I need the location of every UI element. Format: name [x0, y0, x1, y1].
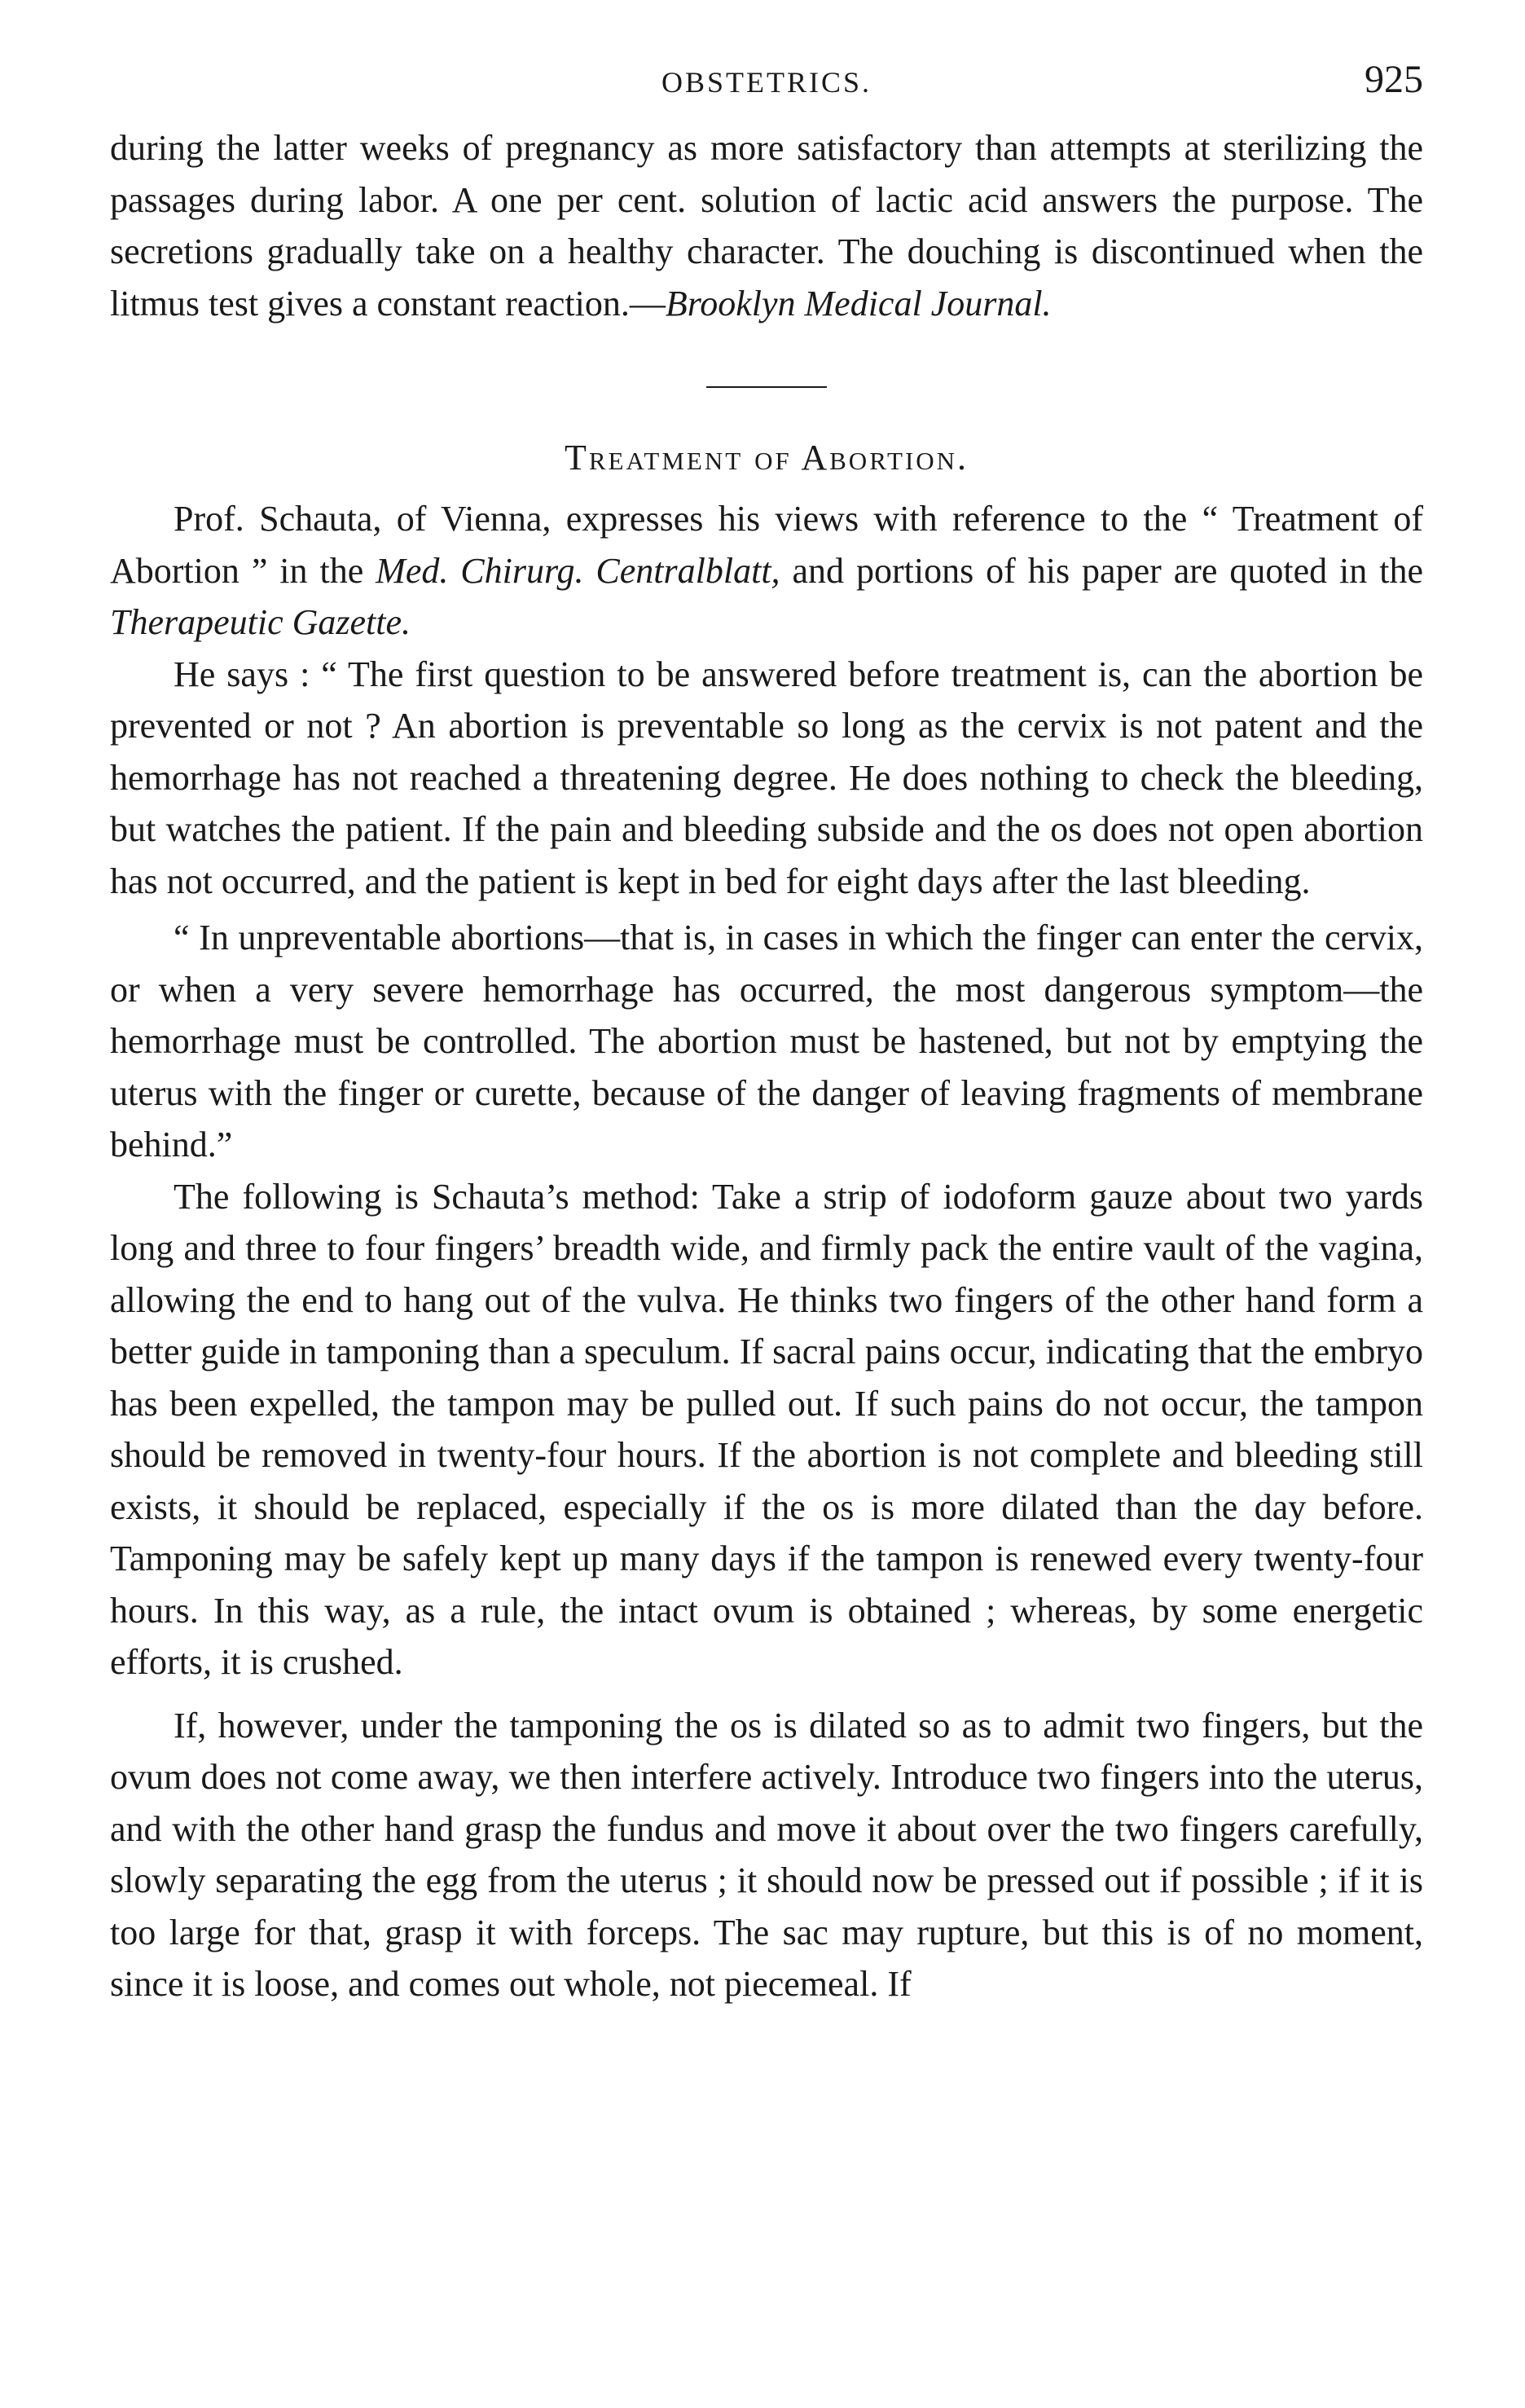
paragraph-5: If, however, under the tamponing the os is dilated so as to admit two fingers, but the ovum does not come away, we then interfere actively. Introduce two fingers into the uterus, and with the other hand grasp the fundus and move it about over the two fingers carefully, slowly separating the egg from the uterus ; it should now be pressed out if possible ; if it is too large for that, grasp it with forceps. The sac may rupture, but this is of no moment, since it is loose, and comes out whole, not piecemeal. If [110, 1705, 1423, 2004]
section-divider [706, 386, 827, 388]
intro-text: during the latter weeks of pregnancy as more satisfactory than attempts at sterilizing the passages during labor. A one per cent. solution of lactic acid answers the purpose. The secretions gradually take on a healthy character. The douching is discontinued when the litmus test gives a constant reaction.— [110, 128, 1423, 324]
paragraph-1-italic-a: Med. Chirurg. Centralblatt, [376, 550, 780, 591]
book-page [110, 57, 1423, 2010]
paragraph-1 [110, 493, 1423, 649]
running-head: OBSTETRICS. [661, 66, 872, 99]
section-title: Treatment of Abortion. [564, 438, 969, 478]
intro-paragraph [110, 122, 1423, 329]
paragraph-4: The following is Schauta’s method: Take a strip of iodoform gauze about two yards long and three to four fingers’ breadth wide, and firmly pack the entire vault of the vagina, allowing the end to hang out of the vulva. He thinks two fingers of the other hand form a better guide in tamponing than a speculum. If sacral pains occur, indicating that the embryo has been expelled, the tampon may be pulled out. If such pains do not occur, the tampon should be removed in twenty-four hours. If the abortion is not complete and bleeding still exists, it should be replaced, especially if the os is more dilated than the day before. Tamponing may be safely kept up many days if the tampon is renewed every twenty-four hours. In this way, as a rule, the intact ovum is obtained ; whereas, by some energetic efforts, it is crushed. [110, 1176, 1423, 1682]
page-number: 925 [1365, 58, 1423, 101]
page-header [110, 57, 1423, 122]
intro-source: Brooklyn Medical Journal. [665, 283, 1052, 324]
paragraph-1-italic-b: Therapeutic Gazette. [110, 602, 411, 642]
paragraph-2: He says : “ The first question to be answered before treatment is, can the abortion be prevented or not ? An abortion is preventable so long as the cervix is not patent and the hemorrhage has not reached a threatening degree. He does nothing to check the bleeding, but watches the patient. If the pain and bleeding subside and the os does not open abortion has not occurred, and the patient is kept in bed for eight days after the last bleeding. [110, 654, 1423, 901]
paragraph-1-text-b: and portions of his paper are quoted in the [780, 550, 1423, 591]
paragraph-3: “ In unpreventable abortions—that is, in cases in which the finger can enter the cervix, or when a very severe hemorrhage has occurred, the most dangerous symptom—the hemorrhage must be controlled. The abortion must be hastened, but not by emptying the uterus with the finger or curette, because of the danger of leaving fragments of membrane behind.” [110, 918, 1423, 1164]
paragraph-1-text-a: Prof. Schauta, of Vienna, expresses his views with reference to the “ Treatment of Abortion ” in the [110, 499, 1423, 591]
